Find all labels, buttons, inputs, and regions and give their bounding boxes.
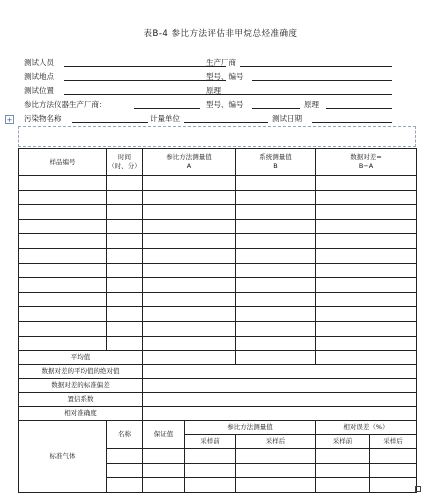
table-cell[interactable] [107, 463, 143, 478]
table-cell[interactable] [316, 292, 417, 307]
table-row [19, 219, 417, 234]
table-cell[interactable] [19, 219, 107, 234]
table-cell[interactable] [316, 307, 417, 322]
tester-label: 测试人员 [24, 58, 54, 67]
table-cell[interactable] [236, 307, 316, 322]
table-cell[interactable] [143, 205, 236, 220]
table-row [19, 307, 417, 322]
table-cell[interactable] [185, 463, 236, 478]
manufacturer-label: 生产厂商 [206, 58, 236, 67]
header-time: 时间 （时、分） [107, 149, 143, 176]
table-cell[interactable] [107, 248, 143, 263]
ref-after-header: 采样后 [236, 435, 316, 449]
pollutant-field[interactable] [72, 122, 148, 123]
table-cell[interactable] [316, 449, 370, 464]
mean-label: 平均值 [19, 351, 143, 365]
table-cell[interactable] [143, 234, 236, 249]
manufacturer-field[interactable] [240, 66, 392, 67]
end-mark-icon [415, 486, 421, 492]
table-cell[interactable] [236, 190, 316, 205]
std-gas-certified-header: 保证值 [143, 421, 185, 449]
table-cell[interactable] [143, 321, 236, 336]
std-gas-error-header: 相对误差（%） [316, 421, 417, 435]
table-cell[interactable] [236, 321, 316, 336]
table-cell[interactable] [107, 336, 143, 351]
table-cell[interactable] [19, 307, 107, 322]
table-cell[interactable] [19, 336, 107, 351]
empty-table-frame [18, 126, 416, 147]
tester-field[interactable] [64, 66, 226, 67]
table-cell[interactable] [236, 336, 316, 351]
info-line-3 [24, 85, 404, 96]
principle-field[interactable] [226, 94, 392, 95]
table-row [19, 205, 417, 220]
table-cell[interactable] [143, 449, 185, 464]
date-label: 测试日期 [272, 114, 302, 123]
table-cell[interactable] [143, 351, 236, 365]
summary-row-std-diff [19, 379, 417, 393]
table-cell[interactable] [236, 205, 316, 220]
table-cell[interactable] [19, 263, 107, 278]
summary-label: 数据对差的平均值的绝对值 [19, 365, 143, 379]
table-cell[interactable] [236, 248, 316, 263]
header-sys-value: 系统测量值 B [236, 149, 316, 176]
info-line-1 [24, 57, 404, 68]
table-cell[interactable] [316, 336, 417, 351]
table-cell[interactable] [107, 449, 143, 464]
table-cell[interactable] [370, 463, 417, 478]
principle-label: 原理 [206, 86, 221, 95]
table-cell[interactable] [236, 478, 316, 493]
table-cell[interactable] [19, 234, 107, 249]
ref-principle-label: 原理 [304, 100, 319, 109]
table-cell[interactable] [143, 278, 236, 293]
table-row [19, 234, 417, 249]
table-cell[interactable] [19, 176, 107, 191]
table-cell[interactable] [236, 234, 316, 249]
ref-model-field[interactable] [252, 108, 300, 109]
table-cell[interactable] [107, 307, 143, 322]
table-cell[interactable] [236, 292, 316, 307]
ref-mfr-label: 参比方法仪器生产厂商： [24, 100, 107, 109]
summary-row-abs-mean-diff [19, 365, 417, 379]
table-cell[interactable] [143, 379, 417, 393]
table-cell[interactable] [316, 278, 417, 293]
table-cell[interactable] [107, 263, 143, 278]
summary-label: 相对准确度 [19, 407, 143, 421]
position-label: 测试位置 [24, 86, 54, 95]
table-cell[interactable] [236, 219, 316, 234]
table-cell[interactable] [143, 365, 417, 379]
table-cell[interactable] [19, 205, 107, 220]
table-cell[interactable] [19, 292, 107, 307]
location-label: 测试地点 [24, 72, 54, 81]
table-cell[interactable] [143, 219, 236, 234]
table-cell[interactable] [370, 449, 417, 464]
table-cell[interactable] [143, 463, 185, 478]
table-cell[interactable] [107, 190, 143, 205]
table-cell[interactable] [143, 307, 236, 322]
table-cell[interactable] [316, 463, 370, 478]
table-cell[interactable] [236, 263, 316, 278]
accuracy-table [18, 148, 417, 493]
table-cell[interactable] [316, 190, 417, 205]
table-cell[interactable] [143, 393, 417, 407]
ref-principle-field[interactable] [326, 108, 392, 109]
table-row [19, 278, 417, 293]
table-cell[interactable] [107, 219, 143, 234]
table-cell[interactable] [107, 205, 143, 220]
table-cell[interactable] [107, 478, 143, 493]
table-cell[interactable] [236, 176, 316, 191]
table-cell[interactable] [236, 278, 316, 293]
table-cell[interactable] [19, 278, 107, 293]
table-row [19, 321, 417, 336]
summary-row-confidence [19, 393, 417, 407]
table-cell[interactable] [143, 478, 185, 493]
ref-mfr-field[interactable] [134, 108, 200, 109]
table-cell[interactable] [370, 478, 417, 493]
header-row [19, 149, 417, 176]
header-sample-no: 样品编号 [19, 149, 107, 176]
table-row [19, 336, 417, 351]
table-cell[interactable] [316, 176, 417, 191]
table-cell[interactable] [316, 351, 417, 365]
table-cell[interactable] [143, 190, 236, 205]
table-cell[interactable] [107, 278, 143, 293]
table-cell[interactable] [143, 407, 417, 421]
std-gas-header-row [19, 421, 417, 435]
unit-field[interactable] [184, 122, 268, 123]
page-title: 表B-4 参比方法评估非甲烷总烃准确度 [143, 29, 298, 39]
std-gas-name-header: 名称 [107, 421, 143, 449]
table-cell[interactable] [143, 336, 236, 351]
info-line-2 [24, 71, 404, 82]
table-row [19, 248, 417, 263]
table-cell[interactable] [19, 321, 107, 336]
table-row [19, 263, 417, 278]
model-field[interactable] [252, 80, 392, 81]
table-move-handle-icon[interactable]: + [6, 116, 13, 124]
table-cell[interactable] [316, 263, 417, 278]
table-cell[interactable] [107, 292, 143, 307]
table-cell[interactable] [316, 248, 417, 263]
table-cell[interactable] [143, 263, 236, 278]
table-cell[interactable] [107, 321, 143, 336]
std-gas-label: 标准气体 [19, 421, 107, 493]
table-cell[interactable] [143, 292, 236, 307]
table-cell[interactable] [236, 449, 316, 464]
header-diff: 数据对差= B−A [316, 149, 417, 176]
info-line-4 [24, 99, 414, 110]
std-gas-ref-header: 参比方法测量值 [185, 421, 316, 435]
table-cell[interactable] [107, 176, 143, 191]
location-field[interactable] [64, 80, 226, 81]
pollutant-label: 污染物名称 [24, 114, 62, 123]
ref-model-label: 型号、编号 [206, 100, 244, 109]
ref-before-header: 采样前 [185, 435, 236, 449]
table-cell[interactable] [19, 190, 107, 205]
table-cell[interactable] [185, 478, 236, 493]
table-cell[interactable] [185, 449, 236, 464]
info-line-5 [24, 113, 414, 124]
table-row [19, 292, 417, 307]
err-before-header: 采样前 [316, 435, 370, 449]
table-cell[interactable] [236, 463, 316, 478]
position-field[interactable] [64, 94, 226, 95]
table-cell[interactable] [236, 351, 316, 365]
table-row [19, 190, 417, 205]
err-after-header: 采样后 [370, 435, 417, 449]
date-field[interactable] [312, 122, 392, 123]
table-cell[interactable] [143, 248, 236, 263]
table-cell[interactable] [316, 478, 370, 493]
unit-label: 计量单位 [150, 114, 180, 123]
table-row [19, 176, 417, 191]
mean-row [19, 351, 417, 365]
table-cell[interactable] [316, 219, 417, 234]
table-cell[interactable] [316, 321, 417, 336]
summary-label: 数据对差的标准偏差 [19, 379, 143, 393]
table-cell[interactable] [316, 205, 417, 220]
table-cell[interactable] [143, 176, 236, 191]
table-cell[interactable] [107, 234, 143, 249]
summary-label: 置信系数 [19, 393, 143, 407]
table-cell[interactable] [316, 234, 417, 249]
summary-row-accuracy [19, 407, 417, 421]
header-ref-value: 参比方法测量值 A [143, 149, 236, 176]
table-cell[interactable] [19, 248, 107, 263]
model-label: 型号、编号 [206, 72, 244, 81]
